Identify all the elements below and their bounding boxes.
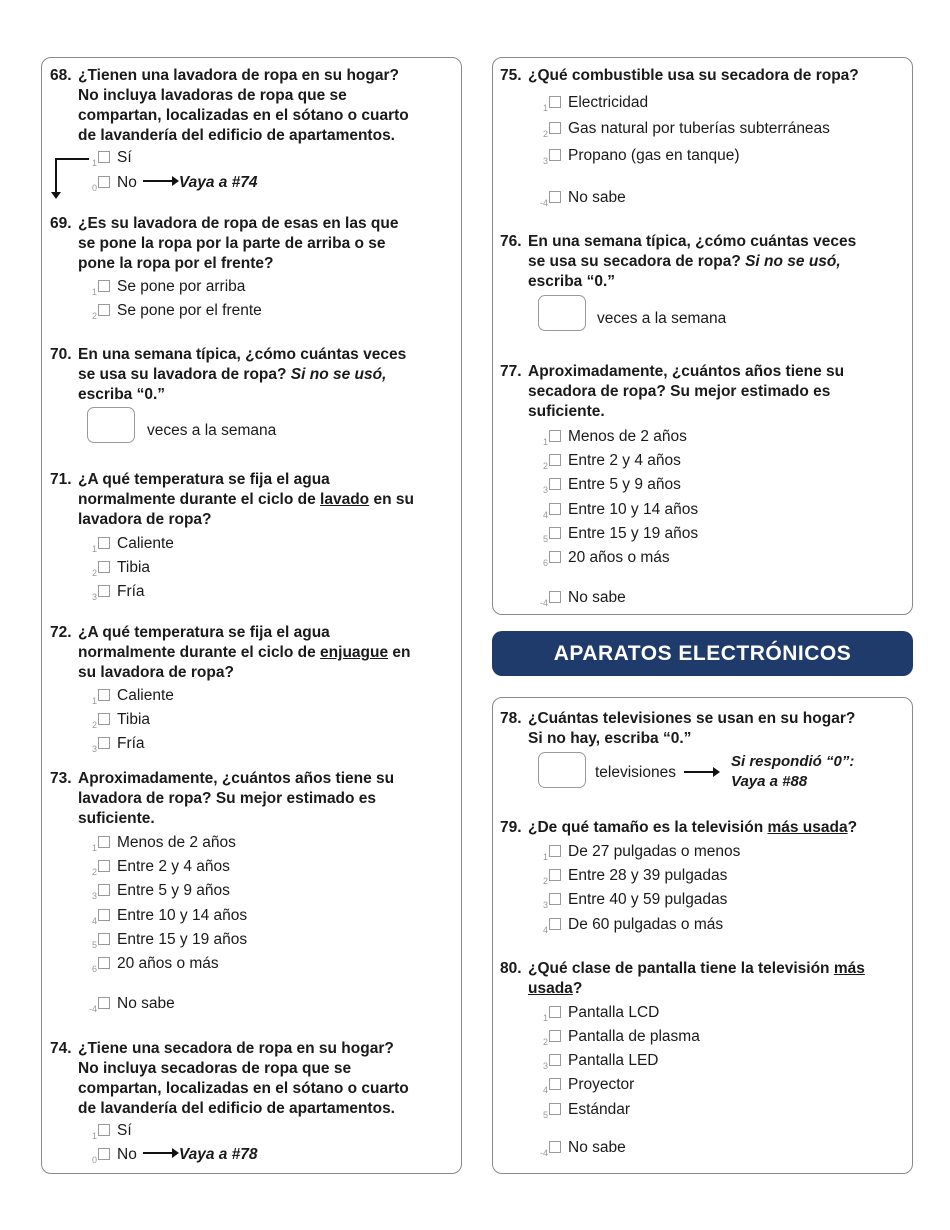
option-yes[interactable]: 1 Sí <box>91 1122 132 1141</box>
question-text: 72. ¿A qué temperatura se fija el agua <box>50 624 330 641</box>
times-per-week-input[interactable] <box>87 407 135 443</box>
section-banner: APARATOS ELECTRÓNICOS <box>492 631 913 676</box>
question-text: 75. ¿Qué combustible usa su secadora de ropa? <box>500 67 859 84</box>
question-text: su lavadora de ropa? <box>78 664 234 681</box>
question-text: normalmente durante el ciclo de lavado en su <box>78 491 414 508</box>
question-text: se pone la ropa por la parte de arriba o se <box>78 235 386 252</box>
skip-arrow-line <box>55 158 89 160</box>
option-dont-know[interactable]: -4 No sabe <box>88 995 175 1014</box>
question-text: de lavandería del edificio de apartamentos. <box>78 127 395 144</box>
checkbox[interactable] <box>549 1054 561 1066</box>
option-size-3[interactable]: 3 Entre 40 y 59 pulgadas <box>542 891 728 910</box>
option-yes[interactable]: 1 Sí <box>91 149 132 168</box>
option-hot[interactable]: 1 Caliente <box>91 535 174 554</box>
checkbox[interactable] <box>98 1124 110 1136</box>
checkbox[interactable] <box>98 860 110 872</box>
option-top[interactable]: 1 Se pone por arriba <box>91 278 246 297</box>
arrow-down-icon <box>51 192 61 199</box>
question-text: lavadora de ropa? <box>78 511 212 528</box>
question-74 <box>50 1039 455 1119</box>
checkbox[interactable] <box>98 997 110 1009</box>
option-plasma[interactable]: 2 Pantalla de plasma <box>542 1028 700 1047</box>
question-text: de lavandería del edificio de apartamentos. <box>78 1100 395 1117</box>
checkbox[interactable] <box>98 304 110 316</box>
question-text: 76. En una semana típica, ¿cómo cuántas veces <box>500 233 857 250</box>
checkbox[interactable] <box>549 1103 561 1115</box>
question-76 <box>500 232 905 292</box>
skip-instruction: Si respondió “0”: <box>731 753 855 770</box>
option-projector[interactable]: 4 Proyector <box>542 1076 635 1095</box>
checkbox[interactable] <box>549 478 561 490</box>
checkbox[interactable] <box>549 149 561 161</box>
question-text: secadora de ropa? Su mejor estimado es <box>528 383 831 400</box>
unit-label: veces a la semana <box>147 422 277 439</box>
checkbox[interactable] <box>549 1006 561 1018</box>
question-75 <box>500 66 905 86</box>
checkbox[interactable] <box>549 527 561 539</box>
option-age-2[interactable]: 2 Entre 2 y 4 años <box>542 452 681 471</box>
checkbox[interactable] <box>98 737 110 749</box>
checkbox[interactable] <box>549 503 561 515</box>
checkbox[interactable] <box>549 845 561 857</box>
question-text: 70. En una semana típica, ¿cómo cuántas veces <box>50 346 407 363</box>
question-text: se usa su lavadora de ropa? Si no se usó, <box>78 366 387 383</box>
checkbox[interactable] <box>549 191 561 203</box>
question-73 <box>50 769 455 829</box>
question-text: pone la ropa por el frente? <box>78 255 274 272</box>
checkbox[interactable] <box>549 1078 561 1090</box>
checkbox[interactable] <box>98 585 110 597</box>
question-text: suficiente. <box>528 403 605 420</box>
question-text: 74. ¿Tiene una secadora de ropa en su hogar? <box>50 1040 394 1057</box>
checkbox[interactable] <box>549 1030 561 1042</box>
checkbox[interactable] <box>98 933 110 945</box>
unit-label: veces a la semana <box>597 310 727 327</box>
arrow-right-icon <box>143 1152 175 1154</box>
arrow-right-icon <box>684 771 716 773</box>
checkbox[interactable] <box>98 884 110 896</box>
question-text: No incluya secadoras de ropa que se <box>78 1060 352 1077</box>
option-size-2[interactable]: 2 Entre 28 y 39 pulgadas <box>542 867 728 886</box>
question-70 <box>50 345 455 405</box>
checkbox[interactable] <box>549 96 561 108</box>
checkbox[interactable] <box>98 176 110 188</box>
option-age-4[interactable]: 4 Entre 10 y 14 años <box>91 907 248 926</box>
option-warm[interactable]: 2 Tibia <box>91 711 151 730</box>
question-text: escriba “0.” <box>78 386 166 403</box>
question-text: 69. ¿Es su lavadora de ropa de esas en las que <box>50 215 399 232</box>
option-age-4[interactable]: 4 Entre 10 y 14 años <box>542 501 699 520</box>
skip-instruction: Vaya a #78 <box>178 1146 258 1163</box>
checkbox[interactable] <box>549 893 561 905</box>
question-text: Si no hay, escriba “0.” <box>528 730 692 747</box>
checkbox[interactable] <box>98 713 110 725</box>
option-dont-know[interactable]: -4 No sabe <box>539 1139 626 1158</box>
checkbox[interactable] <box>98 280 110 292</box>
option-age-5[interactable]: 5 Entre 15 y 19 años <box>91 931 248 950</box>
question-text: 80. ¿Qué clase de pantalla tiene la televisión más <box>500 960 865 977</box>
question-text: usada? <box>528 980 583 997</box>
skip-instruction: Vaya a #74 <box>178 174 258 191</box>
question-text: lavadora de ropa? Su mejor estimado es <box>78 790 377 807</box>
checkbox[interactable] <box>549 869 561 881</box>
times-per-week-input[interactable] <box>538 295 586 331</box>
question-77 <box>500 362 905 422</box>
question-text: 78. ¿Cuántas televisiones se usan en su hogar? <box>500 710 856 727</box>
question-78 <box>500 709 905 749</box>
option-age-1[interactable]: 1 Menos de 2 años <box>542 428 687 447</box>
question-text: 71. ¿A qué temperatura se fija el agua <box>50 471 330 488</box>
option-front[interactable]: 2 Se pone por el frente <box>91 302 262 321</box>
checkbox[interactable] <box>549 918 561 930</box>
question-text: se usa su secadora de ropa? Si no se usó, <box>528 253 841 270</box>
option-led[interactable]: 3 Pantalla LED <box>542 1052 659 1071</box>
checkbox[interactable] <box>549 1141 561 1153</box>
checkbox[interactable] <box>98 151 110 163</box>
option-age-6[interactable]: 6 20 años o más <box>542 549 670 568</box>
question-text: normalmente durante el ciclo de enjuague en <box>78 644 411 661</box>
question-text: 77. Aproximadamente, ¿cuántos años tiene su <box>500 363 845 380</box>
option-natural-gas[interactable]: 2 Gas natural por tuberías subterráneas <box>542 120 830 139</box>
checkbox[interactable] <box>549 551 561 563</box>
option-age-6[interactable]: 6 20 años o más <box>91 955 219 974</box>
option-cold[interactable]: 3 Fría <box>91 583 145 602</box>
question-text: escriba “0.” <box>528 273 616 290</box>
option-size-1[interactable]: 1 De 27 pulgadas o menos <box>542 843 741 862</box>
question-text: 73. Aproximadamente, ¿cuántos años tiene su <box>50 770 395 787</box>
checkbox[interactable] <box>98 1148 110 1160</box>
checkbox[interactable] <box>98 909 110 921</box>
option-no[interactable]: 0 No Vaya a #74 <box>91 174 258 193</box>
checkbox[interactable] <box>98 689 110 701</box>
checkbox[interactable] <box>98 836 110 848</box>
question-text: compartan, localizadas en el sótano o cuarto <box>78 107 409 124</box>
question-text: 68. ¿Tienen una lavadora de ropa en su hogar? <box>50 67 399 84</box>
option-dont-know[interactable]: -4 No sabe <box>539 189 626 208</box>
option-age-2[interactable]: 2 Entre 2 y 4 años <box>91 858 230 877</box>
option-dont-know[interactable]: -4 No sabe <box>539 589 626 608</box>
option-age-3[interactable]: 3 Entre 5 y 9 años <box>91 882 230 901</box>
question-text: No incluya lavadoras de ropa que se <box>78 87 347 104</box>
option-propane[interactable]: 3 Propano (gas en tanque) <box>542 147 740 166</box>
question-text: compartan, localizadas en el sótano o cuarto <box>78 1080 409 1097</box>
option-age-1[interactable]: 1 Menos de 2 años <box>91 834 236 853</box>
checkbox[interactable] <box>98 561 110 573</box>
skip-instruction: Vaya a #88 <box>731 773 808 790</box>
option-no[interactable]: 0 No Vaya a #78 <box>91 1146 258 1165</box>
option-hot[interactable]: 1 Caliente <box>91 687 174 706</box>
arrow-right-icon <box>143 180 175 182</box>
checkbox[interactable] <box>98 537 110 549</box>
question-71 <box>50 470 455 530</box>
option-standard[interactable]: 5 Estándar <box>542 1101 631 1120</box>
checkbox[interactable] <box>549 122 561 134</box>
option-age-3[interactable]: 3 Entre 5 y 9 años <box>542 476 681 495</box>
question-80 <box>500 959 905 999</box>
option-warm[interactable]: 2 Tibia <box>91 559 151 578</box>
option-age-5[interactable]: 5 Entre 15 y 19 años <box>542 525 699 544</box>
checkbox[interactable] <box>549 591 561 603</box>
checkbox[interactable] <box>549 454 561 466</box>
skip-arrow-line <box>55 158 57 192</box>
checkbox[interactable] <box>549 430 561 442</box>
question-72 <box>50 623 455 683</box>
question-text: suficiente. <box>78 810 155 827</box>
question-69 <box>50 214 455 274</box>
checkbox[interactable] <box>98 957 110 969</box>
televisions-count-input[interactable] <box>538 752 586 788</box>
option-cold[interactable]: 3 Fría <box>91 735 145 754</box>
option-size-4[interactable]: 4 De 60 pulgadas o más <box>542 916 724 935</box>
question-text: 79. ¿De qué tamaño es la televisión más usada? <box>500 819 858 836</box>
question-68 <box>50 66 455 146</box>
option-electricity[interactable]: 1 Electricidad <box>542 94 649 113</box>
option-lcd[interactable]: 1 Pantalla LCD <box>542 1004 660 1023</box>
unit-label: televisiones <box>595 764 676 781</box>
question-79 <box>500 818 905 838</box>
